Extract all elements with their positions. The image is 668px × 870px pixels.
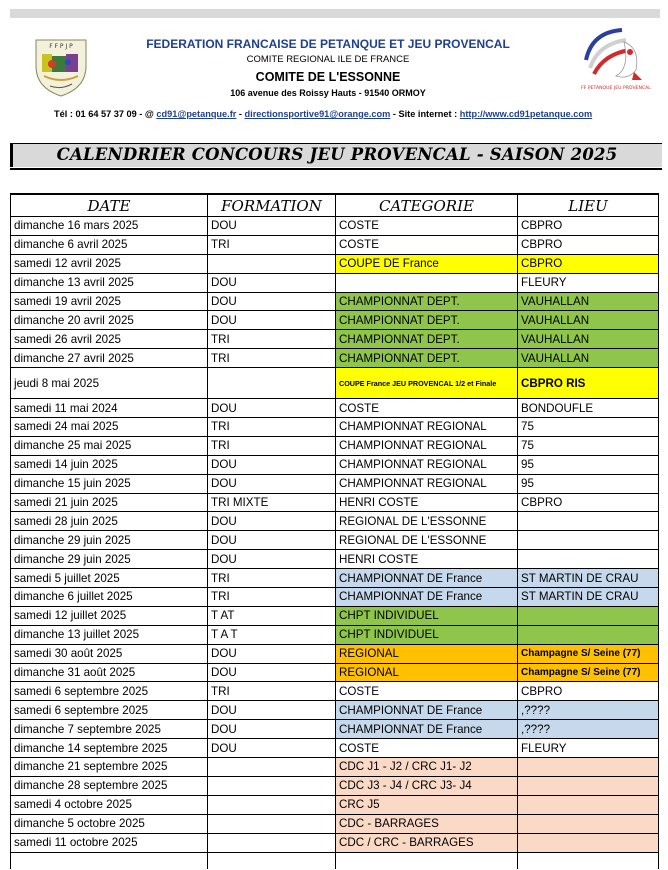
table-row: [11, 418, 659, 437]
cell-categorie: CHAMPIONNAT DE France: [336, 701, 518, 720]
contact-separator: -: [236, 109, 245, 119]
table-row: [11, 663, 659, 682]
cell-date: samedi 12 avril 2025: [11, 254, 208, 273]
cell-formation: TRI: [208, 235, 336, 254]
cell-lieu: [518, 833, 659, 852]
cell-date: dimanche 25 mai 2025: [11, 436, 208, 455]
cell-lieu: [518, 852, 659, 869]
cell-categorie: CHAMPIONNAT DE France: [336, 588, 518, 607]
website-link[interactable]: http://www.cd91petanque.com: [459, 109, 593, 119]
cell-lieu: VAUHALLAN: [518, 311, 659, 330]
cell-lieu: CBPRO: [518, 217, 659, 236]
cell-categorie: REGIONAL: [336, 644, 518, 663]
cell-date: dimanche 7 septembre 2025: [11, 720, 208, 739]
cell-lieu: VAUHALLAN: [518, 330, 659, 349]
cell-formation: TRI: [208, 588, 336, 607]
cell-date: dimanche 6 juillet 2025: [11, 588, 208, 607]
cell-date: samedi 30 août 2025: [11, 644, 208, 663]
cell-categorie: CRC J5: [336, 795, 518, 814]
cell-categorie: CHAMPIONNAT DE France: [336, 720, 518, 739]
table-row: [11, 682, 659, 701]
table-row: [11, 758, 659, 777]
table-row: [11, 399, 659, 418]
cell-categorie: CHAMPIONNAT DEPT.: [336, 330, 518, 349]
title-banner: [10, 143, 662, 167]
cell-lieu: ST MARTIN DE CRAU: [518, 588, 659, 607]
cell-date: dimanche 29 juin 2025: [11, 550, 208, 569]
cell-lieu: [518, 776, 659, 795]
table-row: [11, 606, 659, 625]
table-row: [11, 795, 659, 814]
table-row: [11, 833, 659, 852]
cell-categorie: COUPE France JEU PROVENCAL 1/2 et Finale: [336, 368, 518, 399]
cell-categorie: COSTE: [336, 235, 518, 254]
table-row: [11, 368, 659, 399]
departmental-committee: COMITE DE L'ESSONNE: [255, 70, 401, 84]
column-header-date: DATE: [11, 194, 208, 217]
calendar-body: [11, 217, 659, 869]
cell-categorie: CDC J1 - J2 / CRC J1- J2: [336, 758, 518, 777]
cell-date: [11, 852, 208, 869]
cell-categorie: CHPT INDIVIDUEL: [336, 606, 518, 625]
table-row: [11, 349, 659, 368]
table-row: [11, 235, 659, 254]
cell-categorie: COSTE: [336, 739, 518, 758]
cell-date: dimanche 27 avril 2025: [11, 349, 208, 368]
cell-lieu: CBPRO RIS: [518, 368, 659, 399]
cell-lieu: BONDOUFLE: [518, 399, 659, 418]
cell-formation: [208, 795, 336, 814]
cell-categorie: CHAMPIONNAT DEPT.: [336, 349, 518, 368]
cell-categorie: CDC / CRC - BARRAGES: [336, 833, 518, 852]
cell-formation: TRI: [208, 682, 336, 701]
cell-lieu: ST MARTIN DE CRAU: [518, 569, 659, 588]
cell-formation: T A T: [208, 625, 336, 644]
cell-lieu: VAUHALLAN: [518, 292, 659, 311]
cell-categorie: COSTE: [336, 217, 518, 236]
cell-formation: T AT: [208, 606, 336, 625]
cell-categorie: CHAMPIONNAT REGIONAL: [336, 455, 518, 474]
cell-date: dimanche 5 octobre 2025: [11, 814, 208, 833]
cell-date: samedi 24 mai 2025: [11, 418, 208, 437]
regional-committee: COMITE REGIONAL ILE DE FRANCE: [246, 54, 410, 65]
cell-formation: DOU: [208, 739, 336, 758]
table-row: [11, 739, 659, 758]
cell-formation: DOU: [208, 644, 336, 663]
cell-lieu: CBPRO: [518, 254, 659, 273]
table-row: [11, 311, 659, 330]
cell-formation: TRI MIXTE: [208, 493, 336, 512]
cell-date: dimanche 16 mars 2025: [11, 217, 208, 236]
cell-lieu: [518, 795, 659, 814]
cell-formation: TRI: [208, 569, 336, 588]
table-row: [11, 569, 659, 588]
calendar-table: [10, 193, 659, 869]
cell-date: samedi 6 septembre 2025: [11, 682, 208, 701]
cell-formation: [208, 776, 336, 795]
cell-date: samedi 11 octobre 2025: [11, 833, 208, 852]
cell-categorie: CHAMPIONNAT DEPT.: [336, 311, 518, 330]
cell-date: samedi 4 octobre 2025: [11, 795, 208, 814]
cell-lieu: VAUHALLAN: [518, 349, 659, 368]
cell-date: samedi 11 mai 2024: [11, 399, 208, 418]
cell-categorie: COSTE: [336, 399, 518, 418]
cell-lieu: Champagne S/ Seine (77): [518, 644, 659, 663]
table-row: [11, 531, 659, 550]
cell-lieu: CBPRO: [518, 235, 659, 254]
cell-categorie: REGIONAL DE L'ESSONNE: [336, 531, 518, 550]
column-header-lieu: LIEU: [518, 194, 659, 217]
cell-formation: [208, 852, 336, 869]
cell-formation: TRI: [208, 349, 336, 368]
cell-date: dimanche 28 septembre 2025: [11, 776, 208, 795]
cell-formation: DOU: [208, 217, 336, 236]
phone-text: Tél : 01 64 57 37 09 - @: [54, 109, 157, 119]
cell-formation: DOU: [208, 311, 336, 330]
cell-date: dimanche 21 septembre 2025: [11, 758, 208, 777]
cell-lieu: CBPRO: [518, 682, 659, 701]
cell-date: samedi 28 juin 2025: [11, 512, 208, 531]
cell-lieu: [518, 625, 659, 644]
cell-date: dimanche 15 juin 2025: [11, 474, 208, 493]
cell-date: dimanche 20 avril 2025: [11, 311, 208, 330]
table-row: [11, 474, 659, 493]
table-row: [11, 273, 659, 292]
cell-categorie: COUPE DE France: [336, 254, 518, 273]
cell-formation: DOU: [208, 399, 336, 418]
cell-categorie: [336, 273, 518, 292]
cell-lieu: ,????: [518, 720, 659, 739]
cell-lieu: ,????: [518, 701, 659, 720]
table-row: [11, 436, 659, 455]
cell-formation: DOU: [208, 292, 336, 311]
cell-formation: [208, 368, 336, 399]
table-row: [11, 455, 659, 474]
cell-formation: DOU: [208, 455, 336, 474]
cell-categorie: HENRI COSTE: [336, 493, 518, 512]
cell-categorie: HENRI COSTE: [336, 550, 518, 569]
email-link-cd91[interactable]: cd91@petanque.fr: [156, 109, 237, 119]
cell-formation: DOU: [208, 273, 336, 292]
cell-formation: DOU: [208, 474, 336, 493]
email-link-direction[interactable]: directionsportive91@orange.com: [244, 109, 391, 119]
cell-categorie: [336, 852, 518, 869]
logo-right-text: FF PETANQUE JEU PROVENCAL: [581, 86, 651, 91]
cell-lieu: 95: [518, 455, 659, 474]
table-row: [11, 254, 659, 273]
cell-formation: [208, 814, 336, 833]
table-row: [11, 330, 659, 349]
cell-lieu: FLEURY: [518, 739, 659, 758]
cell-categorie: CDC J3 - J4 / CRC J3- J4: [336, 776, 518, 795]
table-row: [11, 625, 659, 644]
cell-date: samedi 19 avril 2025: [11, 292, 208, 311]
cell-formation: [208, 758, 336, 777]
cell-formation: DOU: [208, 550, 336, 569]
cell-categorie: CHAMPIONNAT DE France: [336, 569, 518, 588]
cell-date: samedi 5 juillet 2025: [11, 569, 208, 588]
table-row: [11, 776, 659, 795]
cell-lieu: 75: [518, 418, 659, 437]
cell-formation: DOU: [208, 720, 336, 739]
top-gray-bar: [10, 9, 660, 18]
cell-lieu: [518, 550, 659, 569]
cell-categorie: REGIONAL DE L'ESSONNE: [336, 512, 518, 531]
cell-formation: DOU: [208, 531, 336, 550]
cell-categorie: CHAMPIONNAT REGIONAL: [336, 418, 518, 437]
cell-categorie: CHPT INDIVIDUEL: [336, 625, 518, 644]
cell-lieu: [518, 606, 659, 625]
table-row: [11, 701, 659, 720]
cell-date: dimanche 6 avril 2025: [11, 235, 208, 254]
cell-categorie: COSTE: [336, 682, 518, 701]
cell-formation: TRI: [208, 418, 336, 437]
federation-name: FEDERATION FRANCAISE DE PETANQUE ET JEU PROVENCAL: [146, 37, 510, 51]
cell-categorie: CDC - BARRAGES: [336, 814, 518, 833]
cell-formation: [208, 833, 336, 852]
column-header-categorie: CATEGORIE: [336, 194, 518, 217]
page-title: CALENDRIER CONCOURS JEU PROVENCAL - SAISON 2025: [56, 145, 618, 164]
cell-lieu: [518, 814, 659, 833]
cell-categorie: CHAMPIONNAT DEPT.: [336, 292, 518, 311]
cell-lieu: Champagne S/ Seine (77): [518, 663, 659, 682]
table-row: [11, 292, 659, 311]
cell-date: samedi 6 septembre 2025: [11, 701, 208, 720]
cell-lieu: [518, 512, 659, 531]
cell-date: samedi 26 avril 2025: [11, 330, 208, 349]
contact-line: [54, 109, 592, 119]
cell-date: dimanche 13 avril 2025: [11, 273, 208, 292]
cell-lieu: CBPRO: [518, 493, 659, 512]
cell-date: dimanche 13 juillet 2025: [11, 625, 208, 644]
cell-formation: TRI: [208, 436, 336, 455]
table-row: [11, 550, 659, 569]
cell-lieu: [518, 531, 659, 550]
cell-date: dimanche 14 septembre 2025: [11, 739, 208, 758]
cell-formation: [208, 254, 336, 273]
cell-categorie: CHAMPIONNAT REGIONAL: [336, 474, 518, 493]
title-underline: [10, 168, 662, 170]
cell-categorie: CHAMPIONNAT REGIONAL: [336, 436, 518, 455]
website-prefix: - Site internet :: [390, 109, 460, 119]
cell-date: samedi 12 juillet 2025: [11, 606, 208, 625]
cell-formation: DOU: [208, 663, 336, 682]
column-header-formation: FORMATION: [208, 194, 336, 217]
cell-date: jeudi 8 mai 2025: [11, 368, 208, 399]
cell-formation: DOU: [208, 512, 336, 531]
cell-lieu: FLEURY: [518, 273, 659, 292]
table-row: [11, 512, 659, 531]
table-row: [11, 852, 659, 869]
table-row: [11, 644, 659, 663]
table-header-row: [11, 194, 659, 217]
cell-date: samedi 21 juin 2025: [11, 493, 208, 512]
table-row: [11, 217, 659, 236]
cell-lieu: 75: [518, 436, 659, 455]
table-row: [11, 588, 659, 607]
cell-date: samedi 14 juin 2025: [11, 455, 208, 474]
cell-categorie: REGIONAL: [336, 663, 518, 682]
logo-left-text: F F P J P: [49, 43, 73, 50]
cell-date: dimanche 29 juin 2025: [11, 531, 208, 550]
table-row: [11, 493, 659, 512]
cell-date: dimanche 31 août 2025: [11, 663, 208, 682]
address: 106 avenue des Roissy Hauts - 91540 ORMOY: [230, 88, 426, 98]
cell-lieu: 95: [518, 474, 659, 493]
cell-formation: TRI: [208, 330, 336, 349]
table-row: [11, 720, 659, 739]
cell-formation: DOU: [208, 701, 336, 720]
table-row: [11, 814, 659, 833]
cell-lieu: [518, 758, 659, 777]
